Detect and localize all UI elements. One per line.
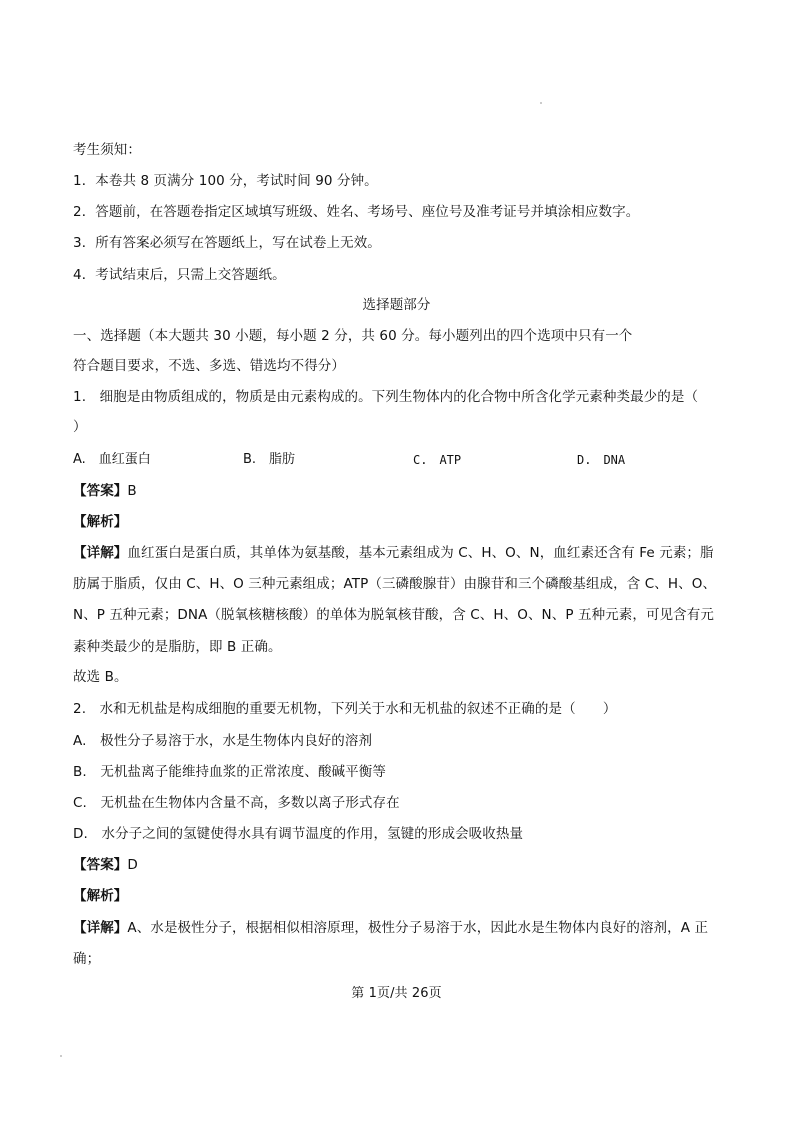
q2-option-c: C. 无机盐在生物体内含量不高，多数以离子形式存在 <box>73 795 400 811</box>
q2-answer <box>73 856 138 874</box>
q1-detail-line: N、P 五种元素；DNA（脱氧核糖核酸）的单体为脱氧核苷酸，含 C、H、O、N、P 五种元素，可见含有元 <box>73 607 714 623</box>
question-2-stem: 2. 水和无机盐是构成细胞的重要无机物，下列关于水和无机盐的叙述不正确的是（ ） <box>73 701 617 717</box>
notice-item: 3．所有答案必须写在答题纸上，写在试卷上无效。 <box>73 235 381 251</box>
q1-option-d: D. DNA <box>577 453 626 467</box>
section-title: 选择题部分 <box>362 297 431 313</box>
q1-option-c: C. ATP <box>413 453 462 467</box>
notice-item: 4．考试结束后，只需上交答题纸。 <box>73 267 286 283</box>
q2-detail-line: 确； <box>73 951 101 967</box>
answer-value: B <box>127 483 137 499</box>
page-footer: 第 1页/共 26页 <box>351 986 442 1001</box>
answer-tag: 【答案】 <box>73 857 128 873</box>
q1-option-a: A. 血红蛋白 <box>73 452 151 467</box>
detail-text: 血红蛋白是蛋白质，其单体为氨基酸，基本元素组成为 C、H、O、N，血红素还含有 Fe 元素；脂 <box>127 545 714 561</box>
detail-text: A、水是极性分子，根据相似相溶原理，极性分子易溶于水，因此水是生物体内良好的溶剂，A 正 <box>127 920 709 936</box>
scan-speck <box>540 102 542 104</box>
q1-detail-line: 素种类最少的是脂肪，即 B 正确。 <box>73 639 282 655</box>
scan-speck <box>60 1055 62 1057</box>
q2-option-b: B. 无机盐离子能维持血浆的正常浓度、酸碱平衡等 <box>73 764 386 780</box>
q1-option-b: B. 脂肪 <box>243 452 296 467</box>
q2-detail-line <box>73 919 708 937</box>
q2-option-d: D. 水分子之间的氢键使得水具有调节温度的作用，氢键的形成会吸收热量 <box>73 826 524 842</box>
q2-analysis-tag: 【解析】 <box>73 888 128 904</box>
detail-tag: 【详解】 <box>73 545 128 561</box>
q1-detail-line <box>73 544 714 562</box>
q1-analysis-tag: 【解析】 <box>73 514 128 530</box>
answer-tag: 【答案】 <box>73 483 128 499</box>
notice-item: 2．答题前，在答题卷指定区域填写班级、姓名、考场号、座位号及准考证号并填涂相应数字。 <box>73 204 640 220</box>
notice-heading: 考生须知： <box>73 142 141 158</box>
q1-answer <box>73 482 137 500</box>
q2-option-a: A. 极性分子易溶于水，水是生物体内良好的溶剂 <box>73 733 373 749</box>
section-intro: 一、选择题（本大题共 30 小题，每小题 2 分，共 60 分。每小题列出的四个选项中只有一个 <box>73 328 633 344</box>
notice-item: 1．本卷共 8 页满分 100 分，考试时间 90 分钟。 <box>73 173 378 189</box>
q1-conclusion: 故选 B。 <box>73 669 128 685</box>
answer-value: D <box>127 857 138 873</box>
question-1-stem-end: ） <box>73 419 87 435</box>
q1-detail-line: 肪属于脂质，仅由 C、H、O 三种元素组成；ATP（三磷酸腺苷）由腺苷和三个磷酸基组成，含 C、H、O、 <box>73 576 717 592</box>
detail-tag: 【详解】 <box>73 920 128 936</box>
question-1-stem: 1. 细胞是由物质组成的，物质是由元素构成的。下列生物体内的化合物中所含化学元素种类最少的是（ <box>73 389 699 405</box>
section-intro: 符合题目要求，不选、多选、错选均不得分） <box>73 358 345 374</box>
